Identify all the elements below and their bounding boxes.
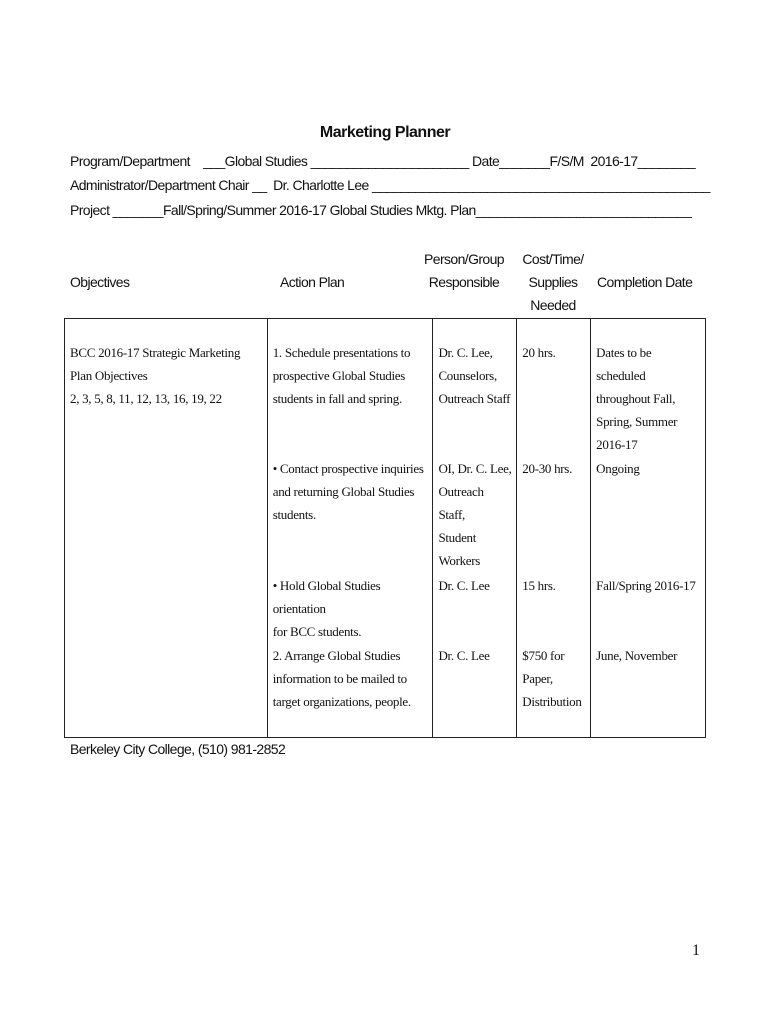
page-number: 1 [692,942,700,959]
completion-item-2: Ongoing [596,461,640,476]
action-plan-cell [267,319,433,738]
col-header-person-line1: Person/Group [424,251,504,267]
header-line-project [70,202,691,218]
page-title: Marketing Planner [319,124,451,141]
col-header-cost-line1: Cost/Time/ [522,251,584,267]
objectives-line: Plan Objectives [70,368,148,383]
cost-item-2: 20-30 hrs. [522,461,573,476]
header-line-program [70,153,695,169]
action-item-3: • Hold Global Studies orientation for BCC students. [272,578,381,639]
footer-contact: Berkeley City College, (510) 981-2852 [70,741,286,757]
cost-item-3: 15 hrs. [522,578,556,593]
admin-label: Administrator/Department Chair __ [70,177,267,193]
col-header-cost [516,248,590,317]
program-label: Program/Department [70,153,190,169]
col-header-cost-line2: Supplies [528,274,578,290]
completion-item-3: Fall/Spring 2016-17 [596,578,696,593]
objectives-cell [65,319,268,738]
completion-item-1: Dates to be scheduled throughout Fall, Spring, Summer 2016-17 [596,345,678,452]
objectives-line: BCC 2016-17 Strategic Marketing [70,345,241,360]
col-header-action-plan: Action Plan [280,274,345,290]
action-item-4: 2. Arrange Global Studies information to be mailed to target organizations, people. [272,648,411,709]
project-value: _______Fall/Spring/Summer 2016-17 Global Studies Mktg. Plan [112,202,476,218]
project-blank: ______________________________ [475,202,692,218]
objectives-line: 2, 3, 5, 8, 11, 12, 13, 16, 19, 22 [70,391,222,406]
completion-cell [591,319,706,738]
fsm-value: F/S/M 2016-17________ [549,153,696,169]
admin-value: Dr. Charlotte Lee [273,177,369,193]
plan-table [64,318,706,738]
col-header-cost-line3: Needed [530,297,576,313]
col-header-objectives: Objectives [70,274,130,290]
admin-blank: _______________________________________________ [372,177,710,193]
table-row [65,319,706,738]
cost-item-4: $750 for Paper, Distribution [522,648,582,709]
cost-item-1: 20 hrs. [522,345,556,360]
person-item-3: Dr. C. Lee [438,578,490,593]
person-item-1: Dr. C. Lee, Counselors, Outreach Staff [438,345,511,406]
action-item-1: 1. Schedule presentations to prospective Global Studies students in fall and spring. [272,345,411,406]
col-header-completion: Completion Date [597,274,693,290]
person-cell [433,319,517,738]
header-line-admin [70,177,710,193]
date-label: Date_______ [472,153,550,169]
action-item-2: • Contact prospective inquiries and returning Global Studies students. [272,461,424,522]
program-value: ___Global Studies ______________________ [203,153,469,169]
col-header-person [424,248,504,294]
person-item-4: Dr. C. Lee [438,648,490,663]
completion-item-4: June, November [596,648,678,663]
cost-cell [517,319,591,738]
col-header-person-line2: Responsible [428,274,500,290]
project-label: Project [70,202,110,218]
person-item-2: OI, Dr. C. Lee, Outreach Staff, Student Workers [438,461,512,568]
